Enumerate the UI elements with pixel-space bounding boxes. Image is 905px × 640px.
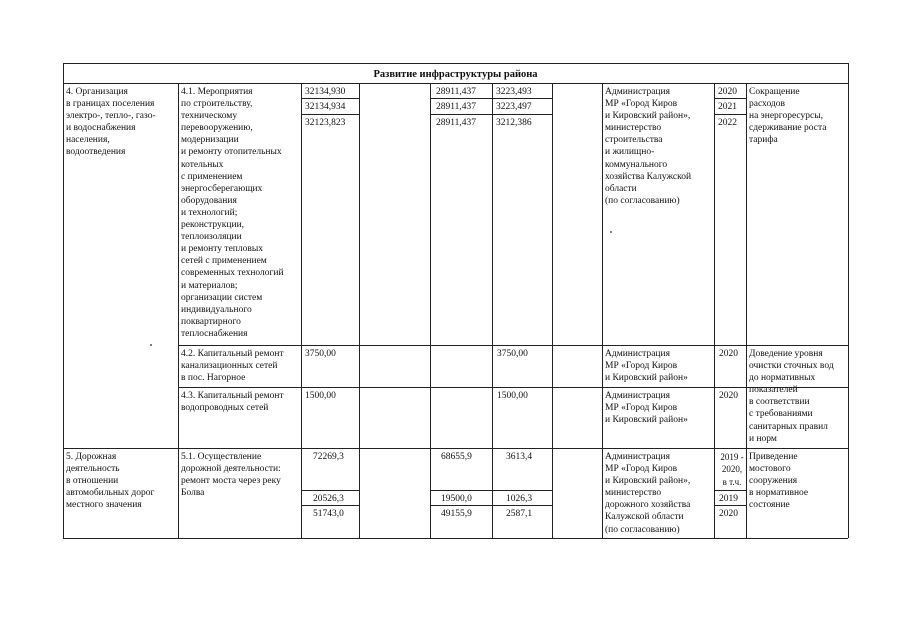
measure-cell: 4.1. Мероприятия по строительству, техническому перевооружению, модернизации и ремонту отопительных котельных с применением энергосберегающих оборудования и технологий; реконструкции, теплоизоляции и ремонту тепловых сетей с применением современных технологий и материалов; организации систем индивидуального поквартирного теплоснабжения bbox=[181, 87, 284, 339]
amount-total: 32123,823 bbox=[305, 118, 346, 128]
year-cell: 2019 - 2020, в т.ч. bbox=[720, 452, 744, 487]
amount-total: 3750,00 bbox=[305, 349, 336, 359]
table-rule bbox=[430, 114, 552, 115]
executor-cell: Администрация МР «Город Киров и Кировский район» bbox=[605, 391, 688, 426]
table-rule bbox=[178, 387, 848, 388]
amount-regional: 19500,0 bbox=[441, 494, 472, 504]
section-title: Развитие инфраструктуры района bbox=[373, 69, 538, 80]
measure-cell: 4.3. Капитальный ремонт водопроводных сетей bbox=[181, 391, 284, 414]
amount-total: 72269,3 bbox=[313, 452, 344, 462]
table-rule bbox=[301, 98, 359, 99]
amount-local: 1026,3 bbox=[506, 494, 533, 504]
table-rule bbox=[301, 114, 359, 115]
table-col-rule bbox=[602, 83, 603, 538]
amount-local: 1500,00 bbox=[497, 391, 528, 401]
result-cell: Доведение уровня очистки сточных вод до нормативных показателей в соответствии с требованиями санитарных правил и норм bbox=[749, 349, 834, 444]
table-border-bottom bbox=[63, 538, 848, 539]
amount-local: 3750,00 bbox=[497, 349, 528, 359]
table-col-rule bbox=[430, 83, 431, 538]
amount-local: 3223,497 bbox=[496, 102, 532, 112]
executor-cell: Администрация МР «Город Киров и Кировский район» bbox=[605, 349, 688, 384]
year-cell: 2021 bbox=[718, 102, 737, 112]
amount-regional: 28911,437 bbox=[436, 102, 477, 112]
table-border-left bbox=[63, 63, 64, 538]
table-rule bbox=[178, 345, 848, 346]
result-cell: Сокращение расходов на энергоресурсы, сдерживание роста тарифа bbox=[749, 87, 827, 146]
result-cell: Приведение мостового сооружения в нормативное состояние bbox=[749, 452, 809, 511]
table-rule bbox=[430, 98, 552, 99]
table-border-right bbox=[848, 63, 849, 538]
table-border-top bbox=[63, 63, 848, 64]
amount-total: 20526,3 bbox=[313, 494, 344, 504]
table-rule bbox=[430, 505, 552, 506]
amount-total: 32134,930 bbox=[305, 87, 346, 97]
table-rule bbox=[63, 448, 848, 449]
year-cell: 2019 bbox=[719, 494, 738, 504]
year-cell: 2020 bbox=[719, 391, 738, 401]
amount-regional: 49155,9 bbox=[441, 509, 472, 519]
amount-total: 1500,00 bbox=[305, 391, 336, 401]
executor-cell: Администрация МР «Город Киров и Кировский район», министерство строительства и жилищно- коммунального хозяйства Калужской области (по согласованию) bbox=[605, 87, 692, 206]
table-rule bbox=[430, 490, 552, 491]
year-cell: 2020 bbox=[719, 509, 738, 519]
table-rule bbox=[714, 490, 746, 491]
executor-cell: Администрация МР «Город Киров и Кировский район», министерство дорожного хозяйства Калужской области (по согласованию) bbox=[605, 452, 691, 535]
amount-local: 3613,4 bbox=[506, 452, 533, 462]
table-col-rule bbox=[492, 83, 493, 538]
amount-local: 2587,1 bbox=[506, 509, 533, 519]
year-cell: 2022 bbox=[718, 118, 737, 128]
amount-regional: 68655,9 bbox=[441, 452, 472, 462]
table-rule bbox=[63, 83, 848, 84]
year-cell: 2020 bbox=[719, 349, 738, 359]
amount-total: 51743,0 bbox=[313, 509, 344, 519]
table-col-rule bbox=[359, 83, 360, 538]
goal-cell: 5. Дорожная деятельность в отношении автомобильных дорог местного значения bbox=[66, 452, 155, 511]
goal-cell: 4. Организация в границах поселения электро-, тепло-, газо- и водоснабжения населения, водоотведения bbox=[66, 87, 156, 158]
table-col-rule bbox=[552, 83, 553, 538]
table-rule bbox=[714, 505, 746, 506]
table-col-rule bbox=[714, 83, 715, 538]
amount-local: 3212,386 bbox=[496, 118, 532, 128]
table-rule bbox=[301, 490, 359, 491]
table-rule bbox=[714, 114, 746, 115]
measure-cell: 4.2. Капитальный ремонт канализационных сетей в пос. Нагорное bbox=[181, 349, 284, 384]
amount-local: 3223,493 bbox=[496, 87, 532, 97]
stray-mark bbox=[610, 231, 612, 233]
table-rule bbox=[714, 98, 746, 99]
table-col-rule bbox=[178, 83, 179, 538]
year-cell: 2020 bbox=[718, 87, 737, 97]
stray-mark bbox=[150, 344, 152, 346]
amount-total: 32134,934 bbox=[305, 102, 346, 112]
amount-regional: 28911,437 bbox=[436, 87, 477, 97]
table-rule bbox=[301, 505, 359, 506]
table-col-rule bbox=[301, 83, 302, 538]
measure-cell: 5.1. Осуществление дорожной деятельности: ремонт моста через реку Болва bbox=[181, 452, 281, 499]
amount-regional: 28911,437 bbox=[436, 118, 477, 128]
